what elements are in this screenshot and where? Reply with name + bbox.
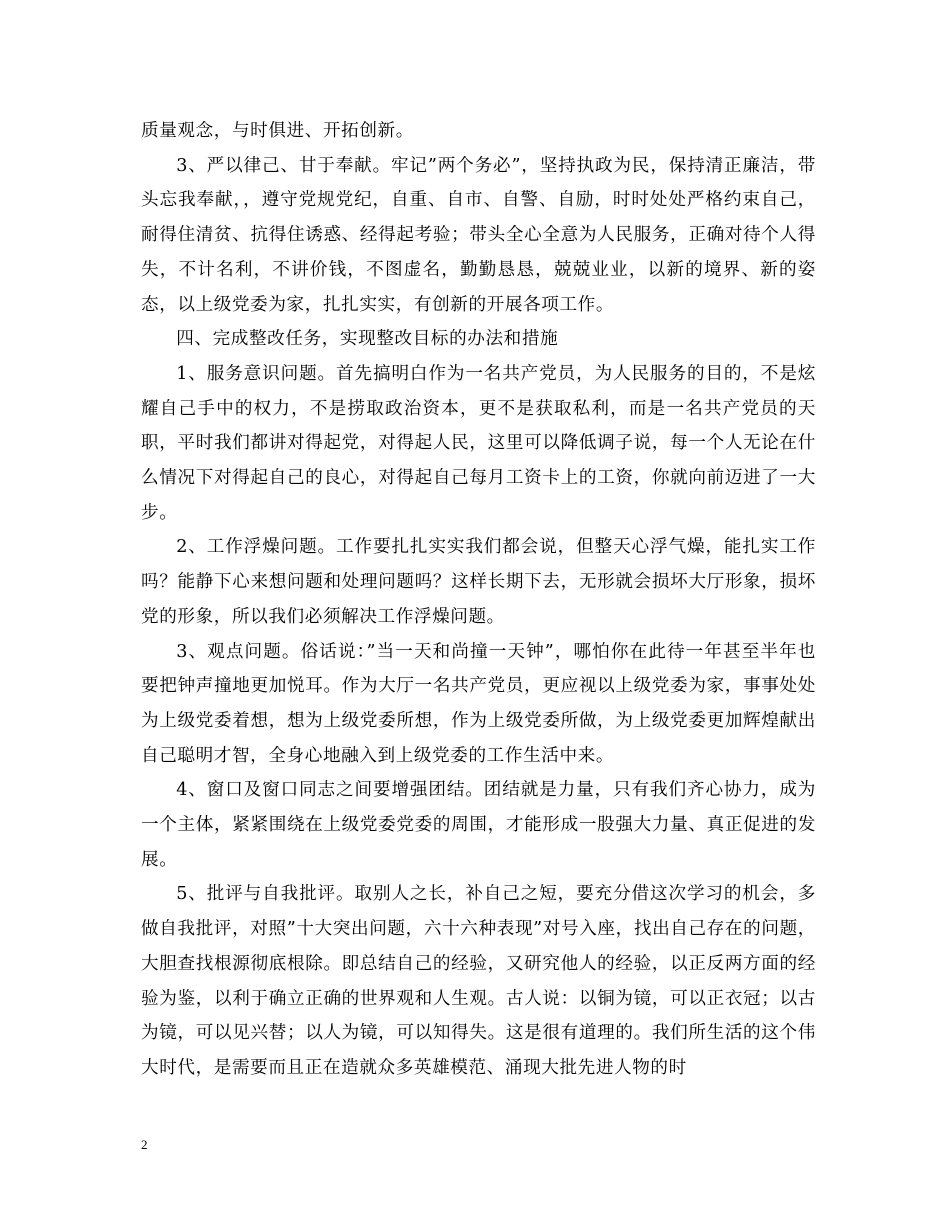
paragraph-7: 4、窗口及窗口同志之间要增强团结。团结就是力量，只有我们齐心协力，成为一个主体，紧紧围绕在上级党委党委的周围，才能形成一股强大力量、真正促进的发展。 [141, 780, 816, 870]
paragraph-2: 3、严以律己、甘于奉献。牢记”两个务必”，坚持执政为民，保持清正廉洁，带头忘我奉献，，遵守党规党纪，自重、自市、自警、自励，时时处处严格约束自己，耐得住清贫、抗得住诱惑、经得起考验；带头全心全意为人民服务，正确对待个人得失，不计名利，不讲价钱，不图虚名，勤勤恳恳，兢兢业业，以新的境界、新的姿态，以上级党委为家，扎扎实实，有创新的开展各项工作。 [141, 155, 816, 315]
paragraph-5: 2、工作浮燥问题。工作要扎扎实实我们都会说，但整天心浮气燥，能扎实工作吗？能静下心来想问题和处理问题吗？这样长期下去，无形就会损坏大厅形象，损坏党的形象，所以我们必须解决工作浮燥问题。 [141, 537, 816, 627]
paragraph-8: 5、批评与自我批评。取别人之长，补自己之短，要充分借这次学习的机会，多做自我批评，对照”十大突出问题，六十六种表现”对号入座，找出自己存在的问题，大胆查找根源彻底根除。即总结自己的经验，又研究他人的经验，以正反两方面的经验为鉴，以利于确立正确的世界观和人生观。古人说：以铜为镜，可以正衣冠；以古为镜，可以见兴替；以人为镜，可以知得失。这是很有道理的。我们所生活的这个伟大时代，是需要而且正在造就众多英雄模范、涌现大批先进人物的时 [141, 884, 816, 1078]
paragraph-1: 质量观念，与时俱进、开拓创新。 [141, 121, 414, 141]
document-body [141, 114, 816, 1086]
paragraph-4: 1、服务意识问题。首先搞明白作为一名共产党员，为人民服务的目的，不是炫耀自己手中的权力，不是捞取政治资本，更不是获取私利，而是一名共产党员的天职，平时我们都讲对得起党，对得起人民，这里可以降低调子说，每一个人无论在什么情况下对得起自己的良心，对得起自己每月工资卡上的工资，你就向前迈进了一大步。 [141, 363, 816, 523]
section-heading: 四、完成整改任务，实现整改目标的办法和措施 [176, 329, 559, 350]
paragraph-6: 3、观点问题。俗话说：”当一天和尚撞一天钟”，哪怕你在此待一年甚至半年也要把钟声撞地更加悦耳。作为大厅一名共产党员，更应视以上级党委为家，事事处处为上级党委着想，想为上级党委所想，作为上级党委所做，为上级党委更加辉煌献出自己聪明才智，全身心地融入到上级党委的工作生活中来。 [141, 641, 816, 766]
page-number: 2 [141, 1137, 148, 1152]
